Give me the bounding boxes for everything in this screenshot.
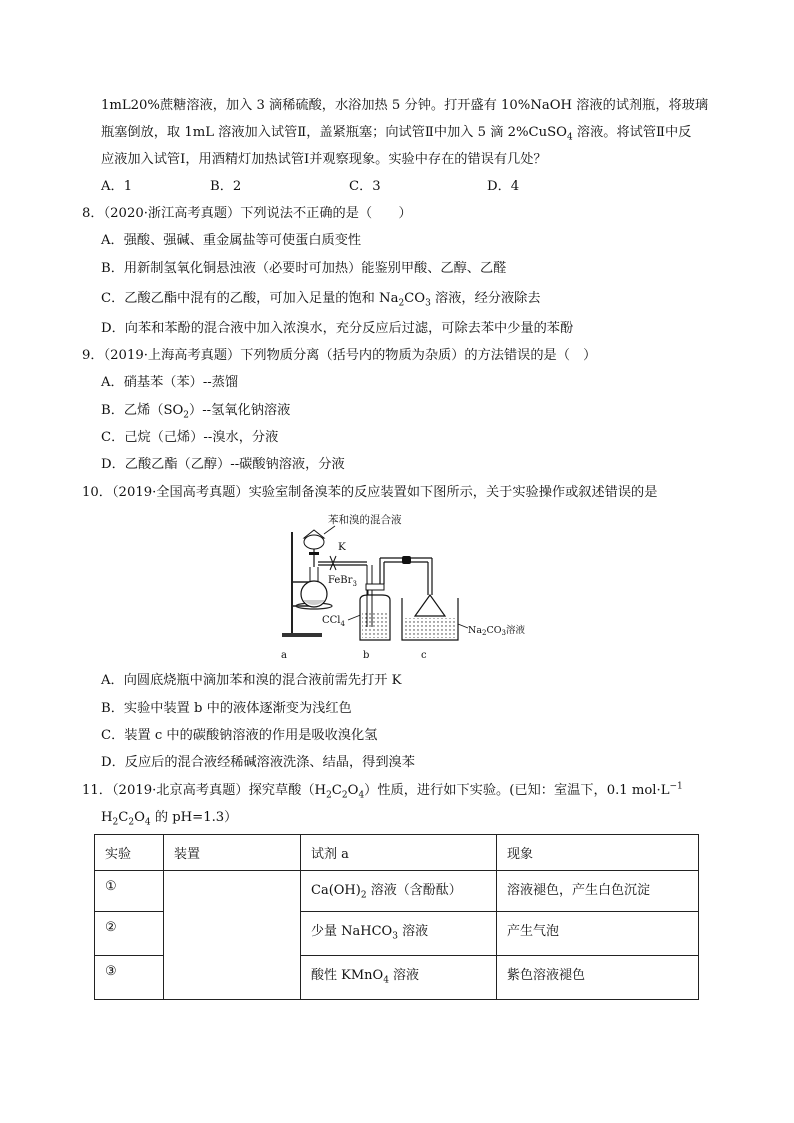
label-a: a [281, 650, 287, 661]
row-number: ① [95, 871, 164, 912]
figure-top-label: 苯和溴的混合液 [328, 514, 402, 526]
q10-option-c: C．装置 c 中的碳酸钠溶液的作用是吸收溴化氢 [101, 728, 378, 743]
q7-choice-c: C．3 [349, 179, 381, 194]
q7-choices [101, 177, 519, 197]
header-phenomenon: 现象 [497, 835, 699, 871]
row-number: ③ [95, 956, 164, 1000]
na2co3-label: $Na_2CO_3$溶液 [468, 625, 525, 637]
header-apparatus: 装置 [164, 835, 301, 871]
febr3-label: FeBr$_3$ [328, 575, 357, 588]
q7-choice-b: B．2 [210, 179, 242, 194]
q9-stem: 9．（2019·上海高考真题）下列物质分离（括号内的物质为杂质）的方法错误的是（ ） [82, 348, 597, 363]
q8-option-c: C．乙酸乙酯中混有的乙酸，可加入足量的饱和 $Na_2CO_3$ 溶液，经分液除去 [101, 291, 541, 309]
row-phenomenon: 紫色溶液褪色 [497, 956, 699, 1000]
q9-option-d: D．乙酸乙酯（乙醇）--碳酸钠溶液，分液 [101, 457, 345, 472]
inverted-funnel [415, 595, 445, 616]
q7-line-3: 应液加入试管Ⅰ，用酒精灯加热试管Ⅰ并观察现象。实验中存在的错误有几处？ [101, 152, 547, 167]
q8-option-b: B．用新制氢氧化铜悬浊液（必要时可加热）能鉴别甲酸、乙醇、乙醛 [101, 261, 507, 276]
row-phenomenon: 产生气泡 [497, 912, 699, 956]
q10-stem: 10．（2019·全国高考真题）实验室制备溴苯的反应装置如下图所示，关于实验操作或叙述错误的是 [82, 485, 658, 500]
bromobenzene-apparatus-figure [280, 512, 540, 662]
stand-base [282, 633, 322, 637]
q9-option-a: A．硝基苯（苯）--蒸馏 [101, 375, 239, 390]
apparatus-diagram [280, 512, 540, 662]
row-reagent: 酸性 KMnO$_4$ 溶液 [301, 956, 497, 1000]
row-phenomenon: 溶液褪色，产生白色沉淀 [497, 871, 699, 912]
q9-option-c: C．己烷（己烯）--溴水，分液 [101, 430, 279, 445]
header-experiment: 实验 [95, 835, 164, 871]
table-header-row [95, 835, 699, 871]
q7-choice-a: A．1 [101, 179, 133, 194]
q10-option-b: B．实验中装置 b 中的液体逐渐变为浅红色 [101, 701, 352, 716]
q7-line-1: 1mL20%蔗糖溶液，加入 3 滴稀硫酸，水浴加热 5 分钟。打开盛有 10%NaOH 溶液的试剂瓶，将玻璃 [101, 98, 709, 113]
valve-k-label: K [338, 541, 346, 553]
dropping-funnel [304, 535, 324, 549]
q10-option-d: D．反应后的混合液经稀碱溶液洗涤、结晶，得到溴苯 [101, 755, 415, 770]
q10-option-a: A．向圆底烧瓶中滴加苯和溴的混合液前需先打开 K [101, 673, 402, 688]
apparatus-cell [164, 871, 301, 1000]
q11-stem: 11．（2019·北京高考真题）探究草酸$(H_2C_2O_4)$性质，进行如下实验。(已知：室温下，0.1 $mol\cdot L^{-1}$ [82, 781, 683, 801]
row-reagent: 少量 NaHCO$_3$ 溶液 [301, 912, 497, 956]
q11-stem-line-2: $H_2C_2O_4$ 的 pH=1.3） [101, 810, 238, 828]
row-reagent: $Ca(OH)_2$ 溶液（含酚酞） [301, 871, 497, 912]
q7-choice-d: D．4 [487, 179, 520, 194]
q7-line-2: 瓶塞倒放，取 1mL 溶液加入试管Ⅱ，盖紧瓶塞；向试管Ⅱ中加入 5 滴 2%CuSO$_4$ 溶液。将试管Ⅱ中反 [101, 125, 692, 143]
q8-option-d: D．向苯和苯酚的混合液中加入浓溴水，充分反应后过滤，可除去苯中少量的苯酚 [101, 321, 574, 336]
table-row [95, 871, 699, 912]
q8-stem: 8．（2020·浙江高考真题）下列说法不正确的是（ ） [82, 206, 412, 221]
q8-option-a: A．强酸、强碱、重金属盐等可使蛋白质变性 [101, 233, 362, 248]
label-c: c [421, 650, 427, 661]
row-number: ② [95, 912, 164, 956]
q9-option-b: B．乙烯$(SO_2)--$氢氧化钠溶液 [101, 403, 291, 421]
header-reagent: 试剂 a [301, 835, 497, 871]
ccl4-label: CCl$_4$ [322, 615, 345, 628]
experiment-table [94, 834, 699, 1000]
label-b: b [363, 650, 370, 661]
